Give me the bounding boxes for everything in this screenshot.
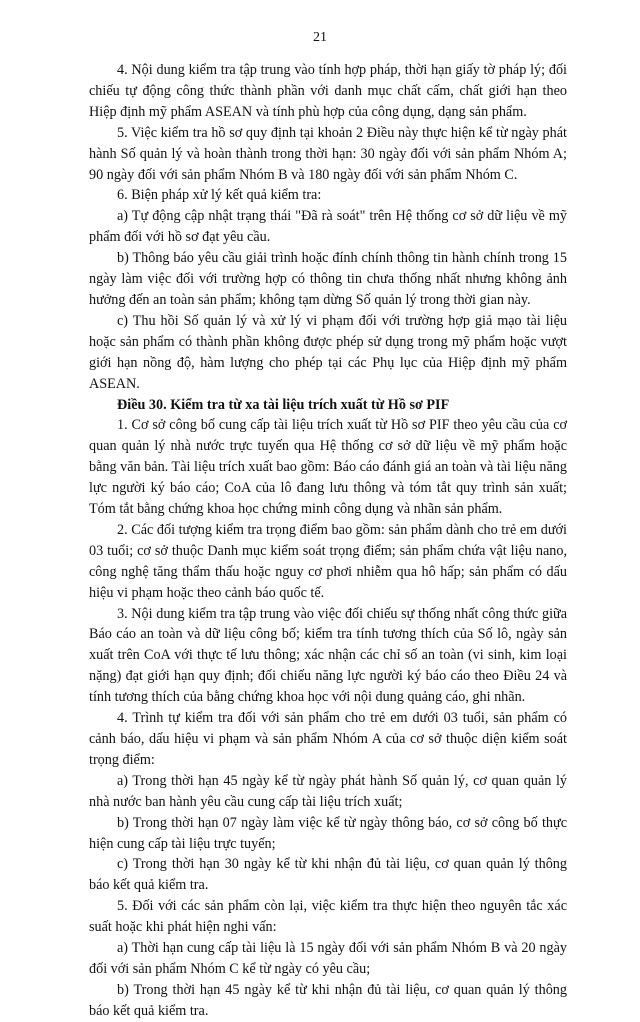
paragraph: 5. Đối với các sản phẩm còn lại, việc kiểm tra thực hiện theo nguyên tắc xác suất hoặc khi phát hiện nghi vấn:: [89, 898, 567, 936]
paragraph: c) Thu hồi Số quản lý và xử lý vi phạm đối với trường hợp giả mạo tài liệu hoặc sản phẩm có thành phần không được phép sử dụng trong mỹ phẩm hoặc vượt giới hạn nồng độ, hàm lượng cho phép tại các Phụ lục của Hiệp định mỹ phẩm ASEAN.: [89, 312, 567, 392]
paragraph: 2. Các đối tượng kiểm tra trọng điểm bao gồm: sản phẩm dành cho trẻ em dưới 03 tuổi; cơ sở thuộc Danh mục kiểm soát trọng điểm; sản phẩm chứa vật liệu nano, công nghệ tăng thẩm thấu hoặc nguy cơ phơi nhiễm qua hô hấp; sản phẩm có dấu hiệu vi phạm hoặc theo cảnh báo quốc tế.: [89, 521, 567, 601]
paragraph: a) Trong thời hạn 45 ngày kể từ ngày phát hành Số quản lý, cơ quan quản lý nhà nước ban hành yêu cầu cung cấp tài liệu trích xuất;: [89, 772, 567, 810]
article-heading: Điều 30. Kiểm tra từ xa tài liệu trích xuất từ Hồ sơ PIF: [117, 396, 450, 413]
paragraph: a) Tự động cập nhật trạng thái "Đã rà soát" trên Hệ thống cơ sở dữ liệu về mỹ phẩm đối với hồ sơ đạt yêu cầu.: [89, 208, 567, 246]
paragraph: b) Trong thời hạn 45 ngày kể từ khi nhận đủ tài liệu, cơ quan quản lý thông báo kết quả kiểm tra.: [89, 981, 567, 1019]
paragraph: 3. Nội dung kiểm tra tập trung vào việc đối chiếu sự thống nhất công thức giữa Báo cáo an toàn và dữ liệu công bố; kiểm tra tính tương thích của Số lô, ngày sản xuất trên CoA với thực tế lưu thông; xác nhận các chỉ số an toàn (vi sinh, kim loại nặng) đạt giới hạn quy định; đối chiếu năng lực người ký báo cáo theo Điều 24 và tính tương thích của bằng chứng khoa học với nội dung quảng cáo, ghi nhãn.: [89, 605, 567, 706]
paragraph: 4. Trình tự kiểm tra đối với sản phẩm cho trẻ em dưới 03 tuổi, sản phẩm có cảnh báo, dấu hiệu vi phạm và sản phẩm Nhóm A của cơ sở thuộc diện kiểm soát trọng điểm:: [89, 710, 567, 768]
paragraph: 6. Biện pháp xử lý kết quả kiểm tra:: [117, 187, 322, 204]
paragraph: 5. Việc kiểm tra hồ sơ quy định tại khoản 2 Điều này thực hiện kể từ ngày phát hành Số quản lý và hoàn thành trong thời hạn: 30 ngày đối với sản phẩm Nhóm A; 90 ngày đối với sản phẩm Nhóm B và 180 ngày đối với sản phẩm Nhóm C.: [89, 124, 567, 183]
page-number: 21: [313, 30, 327, 45]
paragraph: b) Trong thời hạn 07 ngày làm việc kể từ ngày thông báo, cơ sở công bố thực hiện cung cấp tài liệu trực tuyến;: [89, 814, 567, 852]
paragraph: b) Thông báo yêu cầu giải trình hoặc đính chính thông tin hành chính trong 15 ngày làm việc đối với trường hợp có thông tin chưa thống nhất nhưng không ảnh hưởng đến an toàn sản phẩm; không tạm dừng Số quản lý trong thời gian này.: [89, 250, 567, 308]
paragraph: 4. Nội dung kiểm tra tập trung vào tính hợp pháp, thời hạn giấy tờ pháp lý; đối chiếu tự động công thức thành phần với danh mục chất cấm, chất giới hạn theo Hiệp định mỹ phẩm ASEAN và tính phù hợp của công dụng, dạng sản phẩm.: [89, 62, 567, 120]
paragraph: c) Trong thời hạn 30 ngày kể từ khi nhận đủ tài liệu, cơ quan quản lý thông báo kết quả kiểm tra.: [89, 856, 567, 894]
paragraph: 1. Cơ sở công bố cung cấp tài liệu trích xuất từ Hồ sơ PIF theo yêu cầu của cơ quan quản lý nhà nước trực tuyến qua Hệ thống cơ sở dữ liệu về mỹ phẩm hoặc bằng văn bản. Tài liệu trích xuất bao gồm: Báo cáo đánh giá an toàn và tài liệu năng lực người ký báo cáo; CoA của lô đang lưu thông và tóm tắt quy trình sản xuất; Tóm tắt bằng chứng khoa học chứng minh công dụng và nhãn sản phẩm.: [89, 417, 567, 518]
document-body: [89, 60, 567, 1022]
paragraph: a) Thời hạn cung cấp tài liệu là 15 ngày đối với sản phẩm Nhóm B và 20 ngày đối với sản phẩm Nhóm C kể từ ngày có yêu cầu;: [89, 940, 567, 977]
